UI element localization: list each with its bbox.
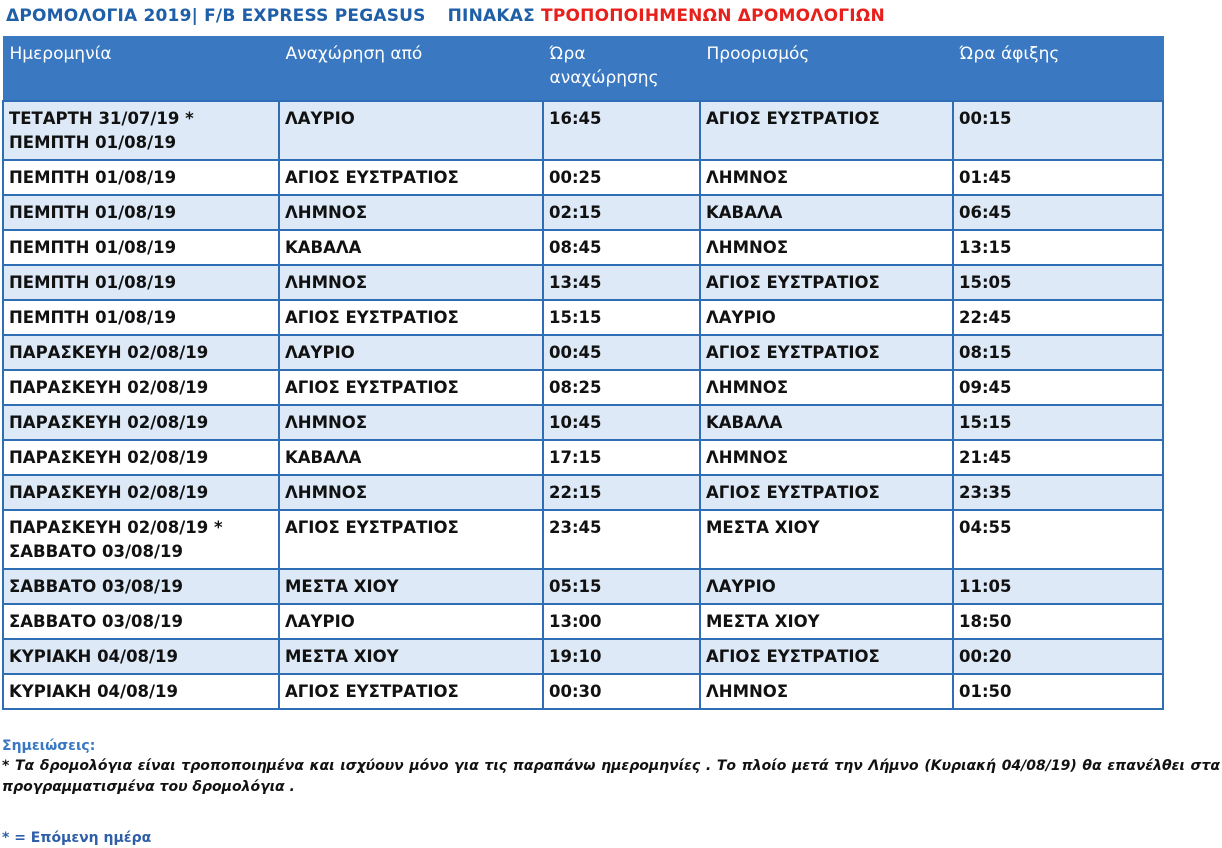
- cell-departure-time: 19:10: [543, 639, 700, 674]
- table-row: [3, 639, 1163, 674]
- cell-arrival-time: 22:45: [953, 300, 1163, 335]
- cell-departure-port: ΛΗΜΝΟΣ: [279, 475, 543, 510]
- cell-arrival-time: 13:15: [953, 230, 1163, 265]
- cell-departure-time: 13:45: [543, 265, 700, 300]
- cell-arrival-time: 15:15: [953, 405, 1163, 440]
- cell-departure-port: ΑΓΙΟΣ ΕΥΣΤΡΑΤΙΟΣ: [279, 300, 543, 335]
- header-departure-from: Αναχώρηση από: [279, 37, 543, 102]
- title-modified-routes: ΤΡΟΠΟΠΟΙΗΜΕΝΩΝ ΔΡΟΜΟΛΟΓΙΩΝ: [541, 6, 885, 26]
- cell-date: ΤΕΤΑΡΤΗ 31/07/19 * ΠΕΜΠΤΗ 01/08/19: [3, 101, 279, 160]
- cell-date: ΣΑΒΒΑΤΟ 03/08/19: [3, 569, 279, 604]
- cell-departure-port: ΛΗΜΝΟΣ: [279, 265, 543, 300]
- cell-date: ΠΑΡΑΣΚΕΥΗ 02/08/19 * ΣΑΒΒΑΤΟ 03/08/19: [3, 510, 279, 569]
- cell-departure-port: ΛΑΥΡΙΟ: [279, 101, 543, 160]
- cell-arrival-time: 00:20: [953, 639, 1163, 674]
- cell-departure-time: 00:30: [543, 674, 700, 709]
- cell-destination: ΑΓΙΟΣ ΕΥΣΤΡΑΤΙΟΣ: [700, 335, 953, 370]
- header-arrival-time: Ώρα άφιξης: [953, 37, 1163, 102]
- cell-departure-port: ΚΑΒΑΛΑ: [279, 440, 543, 475]
- cell-date: ΠΕΜΠΤΗ 01/08/19: [3, 265, 279, 300]
- cell-date: ΠΕΜΠΤΗ 01/08/19: [3, 300, 279, 335]
- table-row: [3, 674, 1163, 709]
- cell-date: ΠΕΜΠΤΗ 01/08/19: [3, 230, 279, 265]
- cell-destination: ΑΓΙΟΣ ΕΥΣΤΡΑΤΙΟΣ: [700, 101, 953, 160]
- cell-arrival-time: 09:45: [953, 370, 1163, 405]
- cell-destination: ΜΕΣΤΑ ΧΙΟΥ: [700, 604, 953, 639]
- cell-departure-port: ΛΑΥΡΙΟ: [279, 604, 543, 639]
- cell-destination: ΚΑΒΑΛΑ: [700, 195, 953, 230]
- cell-departure-port: ΛΗΜΝΟΣ: [279, 405, 543, 440]
- table-row: [3, 335, 1163, 370]
- cell-departure-time: 23:45: [543, 510, 700, 569]
- notes-section: [2, 736, 1220, 798]
- cell-departure-time: 10:45: [543, 405, 700, 440]
- cell-date: ΚΥΡΙΑΚΗ 04/08/19: [3, 674, 279, 709]
- header-destination: Προορισμός: [700, 37, 953, 102]
- cell-destination: ΛΗΜΝΟΣ: [700, 674, 953, 709]
- cell-destination: ΛΗΜΝΟΣ: [700, 440, 953, 475]
- cell-departure-port: ΚΑΒΑΛΑ: [279, 230, 543, 265]
- cell-arrival-time: 08:15: [953, 335, 1163, 370]
- cell-destination: ΛΗΜΝΟΣ: [700, 160, 953, 195]
- cell-arrival-time: 00:15: [953, 101, 1163, 160]
- page-title: [6, 6, 885, 26]
- cell-departure-port: ΜΕΣΤΑ ΧΙΟΥ: [279, 569, 543, 604]
- cell-departure-port: ΛΑΥΡΙΟ: [279, 335, 543, 370]
- cell-date: ΣΑΒΒΑΤΟ 03/08/19: [3, 604, 279, 639]
- notes-text: * Τα δρομολόγια είναι τροποποιημένα και ισχύουν μόνο για τις παραπάνω ημερομηνίες . Το πλοίο μετά την Λήμνο (Κυριακή 04/08/19) θα επανέλθει στα προγραμματισμένα του δρομολόγια .: [2, 758, 1220, 795]
- cell-arrival-time: 11:05: [953, 569, 1163, 604]
- cell-departure-time: 00:45: [543, 335, 700, 370]
- cell-destination: ΜΕΣΤΑ ΧΙΟΥ: [700, 510, 953, 569]
- cell-destination: ΑΓΙΟΣ ΕΥΣΤΡΑΤΙΟΣ: [700, 639, 953, 674]
- cell-departure-time: 05:15: [543, 569, 700, 604]
- next-day-legend: * = Επόμενη ημέρα: [2, 830, 152, 846]
- cell-date: ΠΑΡΑΣΚΕΥΗ 02/08/19: [3, 405, 279, 440]
- table-row: [3, 230, 1163, 265]
- table-row: [3, 370, 1163, 405]
- table-row: [3, 475, 1163, 510]
- cell-departure-port: ΑΓΙΟΣ ΕΥΣΤΡΑΤΙΟΣ: [279, 674, 543, 709]
- cell-departure-port: ΑΓΙΟΣ ΕΥΣΤΡΑΤΙΟΣ: [279, 510, 543, 569]
- cell-destination: ΛΑΥΡΙΟ: [700, 569, 953, 604]
- table-row: [3, 604, 1163, 639]
- cell-date: ΠΑΡΑΣΚΕΥΗ 02/08/19: [3, 440, 279, 475]
- table-row: [3, 569, 1163, 604]
- cell-destination: ΛΑΥΡΙΟ: [700, 300, 953, 335]
- table-row: [3, 300, 1163, 335]
- cell-destination: ΚΑΒΑΛΑ: [700, 405, 953, 440]
- table-header-row: [3, 37, 1163, 102]
- header-departure-time: Ώρα αναχώρησης: [543, 37, 700, 102]
- title-schedule: ΔΡΟΜΟΛΟΓΙΑ 2019| F/B EXPRESS PEGASUS: [6, 6, 426, 26]
- cell-arrival-time: 18:50: [953, 604, 1163, 639]
- cell-departure-time: 17:15: [543, 440, 700, 475]
- notes-heading: Σημειώσεις:: [2, 738, 96, 754]
- cell-destination: ΑΓΙΟΣ ΕΥΣΤΡΑΤΙΟΣ: [700, 265, 953, 300]
- cell-arrival-time: 06:45: [953, 195, 1163, 230]
- cell-destination: ΑΓΙΟΣ ΕΥΣΤΡΑΤΙΟΣ: [700, 475, 953, 510]
- cell-arrival-time: 23:35: [953, 475, 1163, 510]
- cell-departure-time: 08:45: [543, 230, 700, 265]
- cell-departure-port: ΜΕΣΤΑ ΧΙΟΥ: [279, 639, 543, 674]
- table-row: [3, 101, 1163, 160]
- cell-departure-time: 02:15: [543, 195, 700, 230]
- title-table-label: ΠΙΝΑΚΑΣ: [447, 6, 535, 26]
- cell-departure-port: ΛΗΜΝΟΣ: [279, 195, 543, 230]
- cell-arrival-time: 15:05: [953, 265, 1163, 300]
- table-row: [3, 195, 1163, 230]
- cell-arrival-time: 01:50: [953, 674, 1163, 709]
- schedule-table: [2, 36, 1164, 710]
- table-row: [3, 405, 1163, 440]
- cell-departure-time: 15:15: [543, 300, 700, 335]
- cell-departure-port: ΑΓΙΟΣ ΕΥΣΤΡΑΤΙΟΣ: [279, 160, 543, 195]
- cell-departure-time: 08:25: [543, 370, 700, 405]
- cell-destination: ΛΗΜΝΟΣ: [700, 370, 953, 405]
- table-row: [3, 440, 1163, 475]
- cell-date: ΠΕΜΠΤΗ 01/08/19: [3, 160, 279, 195]
- table-row: [3, 510, 1163, 569]
- cell-departure-time: 00:25: [543, 160, 700, 195]
- cell-departure-time: 22:15: [543, 475, 700, 510]
- cell-arrival-time: 21:45: [953, 440, 1163, 475]
- cell-departure-time: 16:45: [543, 101, 700, 160]
- header-date: Ημερομηνία: [3, 37, 279, 102]
- cell-arrival-time: 01:45: [953, 160, 1163, 195]
- cell-date: ΠΑΡΑΣΚΕΥΗ 02/08/19: [3, 335, 279, 370]
- cell-date: ΠΕΜΠΤΗ 01/08/19: [3, 195, 279, 230]
- cell-date: ΚΥΡΙΑΚΗ 04/08/19: [3, 639, 279, 674]
- table-row: [3, 160, 1163, 195]
- cell-departure-time: 13:00: [543, 604, 700, 639]
- table-row: [3, 265, 1163, 300]
- cell-destination: ΛΗΜΝΟΣ: [700, 230, 953, 265]
- cell-date: ΠΑΡΑΣΚΕΥΗ 02/08/19: [3, 475, 279, 510]
- cell-departure-port: ΑΓΙΟΣ ΕΥΣΤΡΑΤΙΟΣ: [279, 370, 543, 405]
- cell-arrival-time: 04:55: [953, 510, 1163, 569]
- cell-date: ΠΑΡΑΣΚΕΥΗ 02/08/19: [3, 370, 279, 405]
